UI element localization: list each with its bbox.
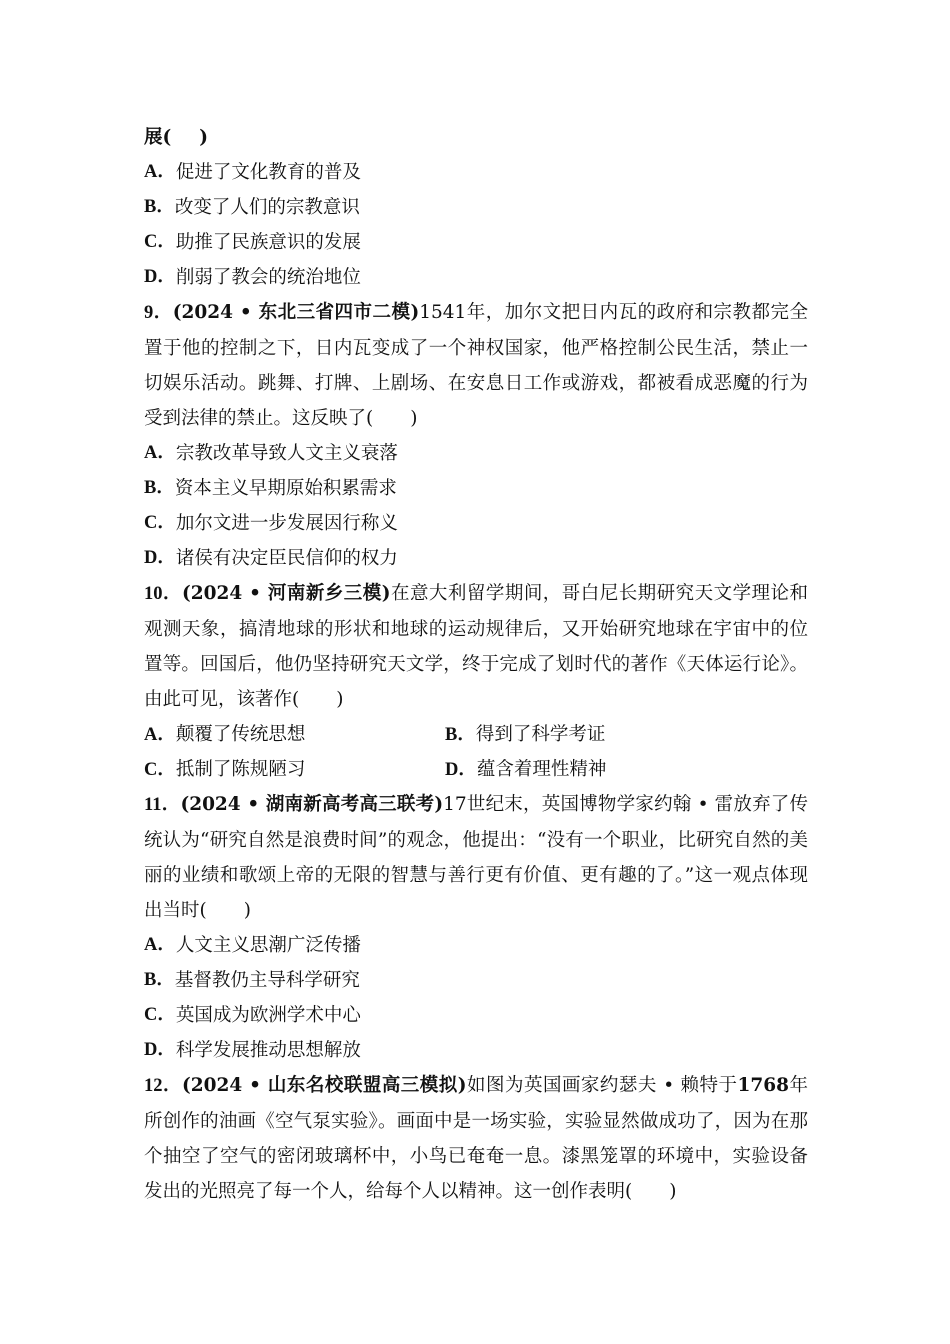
q10-option-a[interactable]: A．颠覆了传统思想 [144,724,306,745]
q9-option-c[interactable]: C． 加尔文进一步发展因行称义 [144,513,398,534]
q10-option-c[interactable]: C．抵制了陈规陋习 [144,759,306,780]
q8-option-b[interactable]: B． 改变了人们的宗教意识 [144,197,360,218]
q8-option-a[interactable]: A． 促进了文化教育的普及 [144,162,361,183]
q11-option-b[interactable]: B． 基督教仍主导科学研究 [144,970,360,991]
q10-stem: 10．(2024 • 河南新乡三模)在意大利留学期间，哥白尼长期研究天文学理论和观测天象，搞清地球的形状和地球的运动规律后，又开始研究地球在宇宙中的位置等。回国后，他仍坚持研究天文学，终于完成了划时代的著作《天体运行论》。由此可见，该著作( ) [144,583,808,710]
q10-option-b[interactable]: B．得到了科学考证 [445,724,606,745]
q8-option-c[interactable]: C． 助推了民族意识的发展 [144,232,361,253]
q9-option-b[interactable]: B． 资本主义早期原始积累需求 [144,478,397,499]
q11-option-c[interactable]: C． 英国成为欧洲学术中心 [144,1005,361,1026]
q8-stem-tail: 展( ) [144,127,209,148]
q9-option-d[interactable]: D． 诸侯有决定臣民信仰的权力 [144,548,398,569]
q11-option-d[interactable]: D． 科学发展推动思想解放 [144,1040,361,1061]
q9-stem: 9．(2024 • 东北三省四市二模)1541年，加尔文把日内瓦的政府和宗教都完全置于他的控制之下，日内瓦变成了一个神权国家，他严格控制公民生活，禁止一切娱乐活动。跳舞、打牌、上剧场、在安息日工作或游戏，都被看成恶魔的行为受到法律的禁止。这反映了( ) [144,302,808,429]
q10-option-d[interactable]: D．蕴含着理性精神 [445,759,607,780]
q10-options-row-1 [144,717,808,752]
exam-page [144,120,808,1209]
q12-stem: 12．(2024 • 山东名校联盟高三模拟)如图为英国画家约瑟夫 • 赖特于1768年所创作的油画《空气泵实验》。画面中是一场实验，实验显然做成功了，因为在那个抽空了空气的密闭玻璃杯中，小鸟已奄奄一息。漆黑笼罩的环境中，实验设备发出的光照亮了每一个人，给每个人以精神。这一创作表明( ) [144,1075,808,1202]
q10-options-row-2 [144,752,808,787]
q8-option-d[interactable]: D． 削弱了教会的统治地位 [144,267,361,288]
q11-option-a[interactable]: A． 人文主义思潮广泛传播 [144,935,361,956]
q9-option-a[interactable]: A． 宗教改革导致人文主义衰落 [144,443,398,464]
q11-stem: 11．(2024 • 湖南新高考高三联考)17世纪末，英国博物学家约翰 • 雷放弃了传统认为“研究自然是浪费时间”的观念，他提出：“没有一个职业，比研究自然的美丽的业绩和歌颂上帝的无限的智慧与善行更有价值、更有趣的了。”这一观点体现出当时( ) [144,794,809,921]
